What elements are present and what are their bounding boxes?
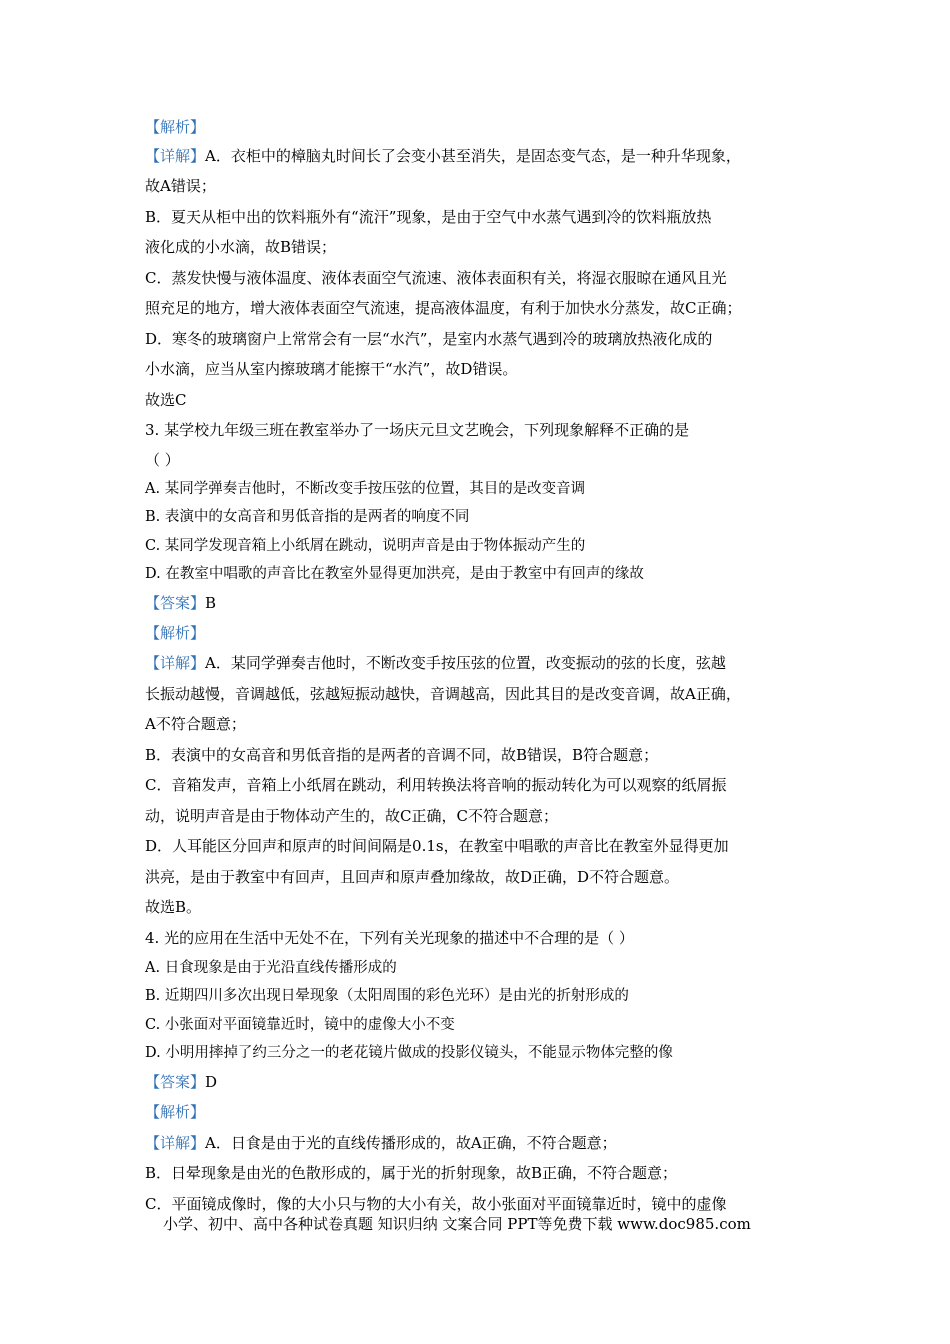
analysis-tag: 【解析】	[145, 118, 206, 136]
detail-line: C．蒸发快慢与液体温度、液体表面空气流速、液体表面积有关，将湿衣服晾在通风且光	[145, 269, 727, 287]
detail-line: 小水滴，应当从室内擦玻璃才能擦干“水汽”，故D错误。	[145, 360, 518, 378]
analysis-tag: 【解析】	[145, 624, 206, 642]
detail-line: 液化成的小水滴，故B错误；	[145, 238, 337, 256]
detail-line: C．平面镜成像时，像的大小只与物的大小有关，故小张面对平面镜靠近时，镜中的虚像	[145, 1195, 727, 1213]
option-c: C. 小张面对平面镜靠近时，镜中的虚像大小不变	[145, 1017, 455, 1033]
conclusion: 故选C	[145, 391, 187, 409]
answer-line	[145, 1072, 217, 1092]
detail-line: D．寒冬的玻璃窗户上常常会有一层“水汽”，是室内水蒸气遇到冷的玻璃放热液化成的	[145, 330, 713, 348]
answer-paren: （ ）	[145, 451, 180, 469]
option-c: C. 某同学发现音箱上小纸屑在跳动，说明声音是由于物体振动产生的	[145, 538, 586, 554]
option-b: B. 表演中的女高音和男低音指的是两者的响度不同	[145, 509, 470, 525]
detail-line: B．表演中的女高音和男低音指的是两者的音调不同，故B错误，B符合题意；	[145, 746, 659, 764]
answer-tag: 【答案】	[145, 594, 206, 612]
detail-line: 长振动越慢，音调越低，弦越短振动越快，音调越高，因此其目的是改变音调，故A正确，	[145, 685, 741, 703]
option-a: A. 日食现象是由于光沿直线传播形成的	[145, 960, 397, 976]
question-stem: 3. 某学校九年级三班在教室举办了一场庆元旦文艺晚会，下列现象解释不正确的是	[145, 421, 690, 439]
option-b: B. 近期四川多次出现日晕现象（太阳周围的彩色光环）是由光的折射形成的	[145, 988, 629, 1004]
question-stem: 4. 光的应用在生活中无处不在，下列有关光现象的描述中不合理的是（ ）	[145, 929, 634, 947]
detail-line: 故A错误；	[145, 177, 216, 195]
detail-line: 照充足的地方，增大液体表面空气流速，提高液体温度，有利于加快水分蒸发，故C正确；	[145, 299, 742, 317]
detail-line: 动，说明声音是由于物体动产生的，故C正确，C不符合题意；	[145, 807, 558, 825]
detail-line: B．日晕现象是由光的色散形成的，属于光的折射现象，故B正确，不符合题意；	[145, 1164, 678, 1182]
answer-line	[145, 593, 216, 613]
detail-line: A不符合题意；	[145, 715, 246, 733]
detail-line: B．夏天从柜中出的饮料瓶外有“流汗”现象，是由于空气中水蒸气遇到冷的饮料瓶放热	[145, 208, 712, 226]
answer-value: B	[205, 594, 217, 612]
option-a: A. 某同学弹奏吉他时，不断改变手按压弦的位置，其目的是改变音调	[145, 481, 586, 497]
option-d: D. 在教室中唱歌的声音比在教室外显得更加洪亮，是由于教室中有回声的缘故	[145, 566, 644, 582]
detail-line: 洪亮，是由于教室中有回声，且回声和原声叠加缘故，故D正确，D不符合题意。	[145, 868, 680, 886]
answer-value: D	[205, 1073, 218, 1091]
page-footer: 小学、初中、高中各种试卷真题 知识归纳 文案合同 PPT等免费下载 www.doc985.com	[163, 1215, 751, 1233]
detail-tag: 【详解】	[145, 654, 206, 672]
detail-line: 【详解】A．日食是由于光的直线传播形成的，故A正确，不符合题意；	[145, 1134, 617, 1152]
detail-line: C．音箱发声，音箱上小纸屑在跳动，利用转换法将音响的振动转化为可以观察的纸屑振	[145, 776, 727, 794]
option-d: D. 小明用摔掉了约三分之一的老花镜片做成的投影仪镜头，不能显示物体完整的像	[145, 1045, 673, 1061]
answer-tag: 【答案】	[145, 1073, 206, 1091]
detail-tag: 【详解】	[145, 1134, 206, 1152]
detail-line: 【详解】A．衣柜中的樟脑丸时间长了会变小甚至消失，是固态变气态，是一种升华现象，	[145, 147, 741, 165]
detail-tag: 【详解】	[145, 147, 206, 165]
analysis-tag: 【解析】	[145, 1103, 206, 1121]
detail-line: D．人耳能区分回声和原声的时间间隔是0.1s，在教室中唱歌的声音比在教室外显得更加	[145, 837, 729, 855]
conclusion: 故选B。	[145, 898, 202, 916]
detail-line: 【详解】A．某同学弹奏吉他时，不断改变手按压弦的位置，改变振动的弦的长度，弦越	[145, 654, 726, 672]
